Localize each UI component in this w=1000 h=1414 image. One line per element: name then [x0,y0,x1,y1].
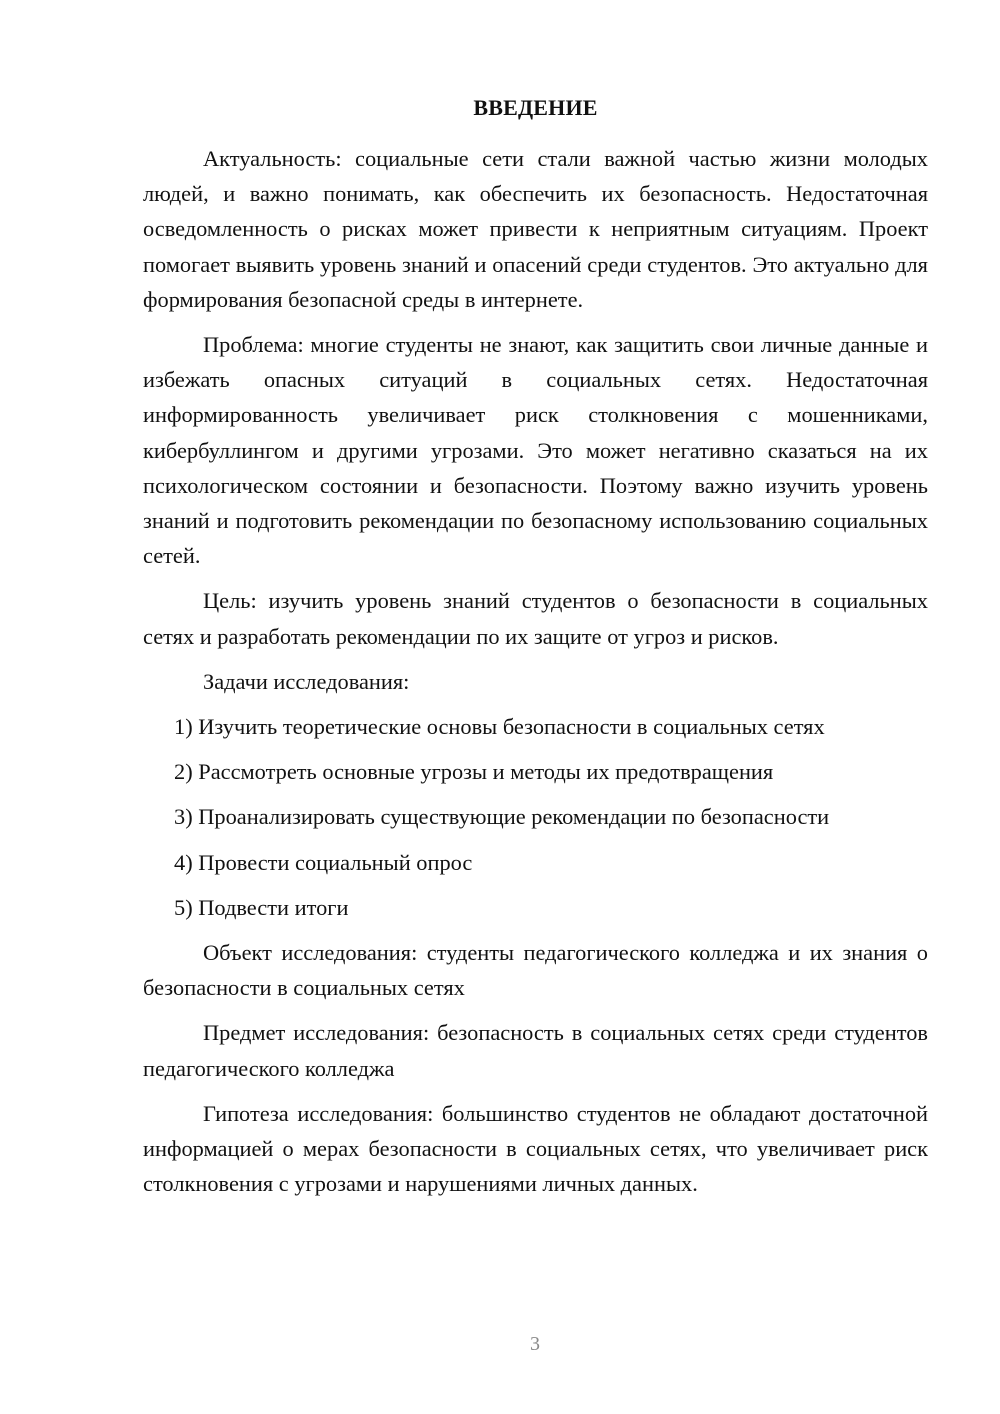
tasks-list [143,709,928,925]
paragraph-hypothesis: Гипотеза исследования: большинство студентов не обладают достаточной информацией о мерах безопасности в социальных сетях, что увеличивает риск столкновения с угрозами и нарушениями личных данных. [143,1100,928,1197]
page-title: ВВЕДЕНИЕ [473,95,598,120]
paragraph-object: Объект исследования: студенты педагогического колледжа и их знания о безопасности в социальных сетях [143,940,928,1001]
task-item: 3) Проанализировать существующие рекомендации по безопасности [174,804,830,830]
task-item: 1) Изучить теоретические основы безопасности в социальных сетях [174,714,825,740]
task-item: 5) Подвести итоги [174,894,349,920]
paragraph-relevance: Актуальность: социальные сети стали важной частью жизни молодых людей, и важно понимать, как обеспечить их безопасность. Недостаточная осведомленность о рисках может привести к неприятным ситуациям. Проект помогает выявить уровень знаний и опасений среди студентов. Это актуально для формирования безопасной среды в интернете. [143,146,928,312]
paragraph-subject: Предмет исследования: безопасность в социальных сетях среди студентов педагогического колледжа [143,1020,928,1081]
task-item: 4) Провести социальный опрос [174,849,473,875]
task-item: 2) Рассмотреть основные угрозы и методы их предотвращения [174,759,774,785]
paragraph-problem: Проблема: многие студенты не знают, как защитить свои личные данные и избежать опасных ситуаций в социальных сетях. Недостаточная информированность увеличивает риск столкновения с мошенниками, кибербуллингом и другими угрозами. Это может негативно сказаться на их психологическом состоянии и безопасности. Поэтому важно изучить уровень знаний и подготовить рекомендации по безопасному использованию социальных сетей. [143,332,928,569]
page-number: 3 [530,1333,540,1355]
paragraph-goal: Цель: изучить уровень знаний студентов о безопасности в социальных сетях и разработать рекомендации по их защите от угроз и рисков. [143,588,928,649]
tasks-heading: Задачи исследования: [203,668,410,694]
document-page [143,93,928,1211]
